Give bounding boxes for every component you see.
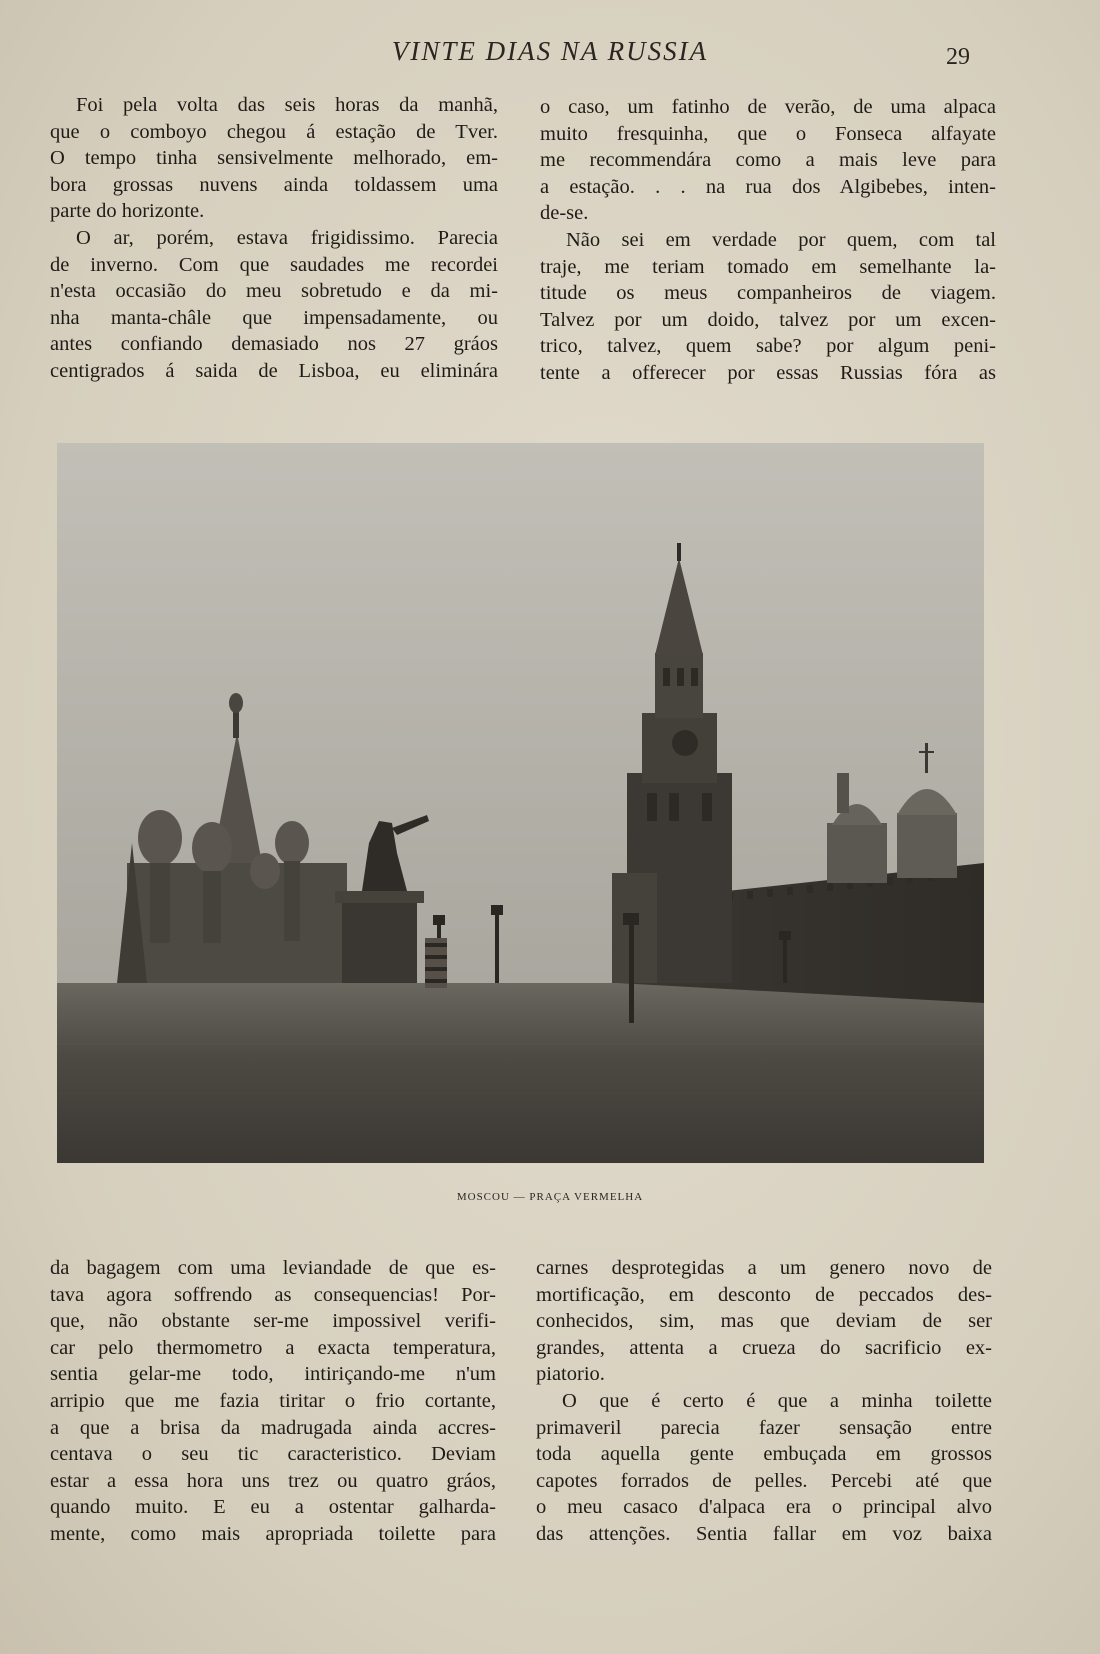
text-line: arripio que me fazia tiritar o frio cortante,	[50, 1389, 496, 1412]
text-line: primaveril parecia fazer sensação entre	[536, 1416, 992, 1439]
text-line: conhecidos, sim, mas que deviam de ser	[536, 1310, 992, 1333]
text-line: nha manta-châle que impensadamente, ou	[50, 306, 498, 329]
photo-caption: MOSCOU — PRAÇA VERMELHA	[456, 1191, 644, 1203]
text-line: tava agora soffrendo as consequencias! Por-	[50, 1283, 496, 1306]
text-line: Não sei em verdade por quem, com tal	[566, 228, 996, 251]
text-line: quando muito. E eu a ostentar galharda-	[50, 1496, 496, 1519]
text-line: estar a essa hora uns trez ou quatro gráos,	[50, 1469, 496, 1492]
text-line: trico, talvez, quem sabe? por algum peni-	[540, 335, 996, 358]
text-column-top-right	[540, 94, 996, 387]
text-line: das attenções. Sentia fallar em voz baixa	[536, 1522, 992, 1545]
text-line: a que a brisa da madrugada ainda accres-	[50, 1416, 496, 1439]
text-line: O ar, porém, estava frigidissimo. Parecia	[76, 226, 498, 249]
text-line: centigrados á saida de Lisboa, eu eliminára	[50, 359, 498, 382]
text-line: que, não obstante ser-me impossivel verifi-	[50, 1310, 496, 1333]
text-line: antes confiando demasiado nos 27 gráos	[50, 333, 498, 356]
text-line: parte do horizonte.	[50, 200, 205, 223]
text-line: bora grossas nuvens ainda toldassem uma	[50, 173, 498, 196]
text-line: muito fresquinha, que o Fonseca alfayate	[540, 122, 996, 145]
running-header: VINTE DIAS NA RUSSIA	[391, 36, 709, 66]
text-line: me recommendára como a mais leve para	[540, 149, 996, 172]
text-line: Talvez por um doido, talvez por um excen-	[540, 308, 996, 331]
text-line: n'esta occasião do meu sobretudo e da mi-	[50, 280, 498, 303]
text-line: capotes forrados de pelles. Percebi até que	[536, 1469, 992, 1492]
text-line: car pelo thermometro a exacta temperatura,	[50, 1336, 496, 1359]
text-line: O que é certo é que a minha toilette	[562, 1389, 992, 1412]
text-line: mortificação, em desconto de peccados des-	[536, 1283, 992, 1306]
text-line: a estação. . . na rua dos Algibebes, inten-	[540, 175, 996, 198]
text-column-top-left	[50, 92, 498, 385]
text-column-bottom-left	[50, 1255, 496, 1548]
text-line: de inverno. Com que saudades me recordei	[50, 253, 498, 276]
text-line: o caso, um fatinho de verão, de uma alpaca	[540, 96, 996, 118]
text-line: o meu casaco d'alpaca era o principal alvo	[536, 1496, 992, 1519]
text-line: centava o seu tic caracteristico. Deviam	[50, 1443, 496, 1466]
red-square-photograph	[57, 443, 984, 1163]
text-line: da bagagem com uma leviandade de que es-	[50, 1257, 496, 1279]
text-line: titude os meus companheiros de viagem.	[540, 282, 996, 305]
page-number: 29	[946, 44, 970, 70]
text-line: O tempo tinha sensivelmente melhorado, em-	[50, 147, 498, 170]
text-line: piatorio.	[536, 1363, 605, 1386]
text-line: tente a offerecer por essas Russias fóra as	[540, 361, 996, 384]
text-line: grandes, attenta a crueza do sacrificio ex-	[536, 1336, 992, 1359]
text-line: Foi pela volta das seis horas da manhã,	[76, 94, 498, 116]
text-line: carnes desprotegidas a um genero novo de	[536, 1257, 992, 1279]
text-line: mente, como mais apropriada toilette para	[50, 1522, 496, 1545]
text-line: sentia gelar-me todo, intiriçando-me n'um	[50, 1363, 496, 1386]
text-line: traje, me teriam tomado em semelhante la-	[540, 255, 996, 278]
text-line: de-se.	[540, 202, 589, 225]
text-column-bottom-right	[536, 1255, 992, 1548]
text-line: que o comboyo chegou á estação de Tver.	[50, 120, 498, 143]
text-line: toda aquella gente embuçada em grossos	[536, 1443, 992, 1466]
